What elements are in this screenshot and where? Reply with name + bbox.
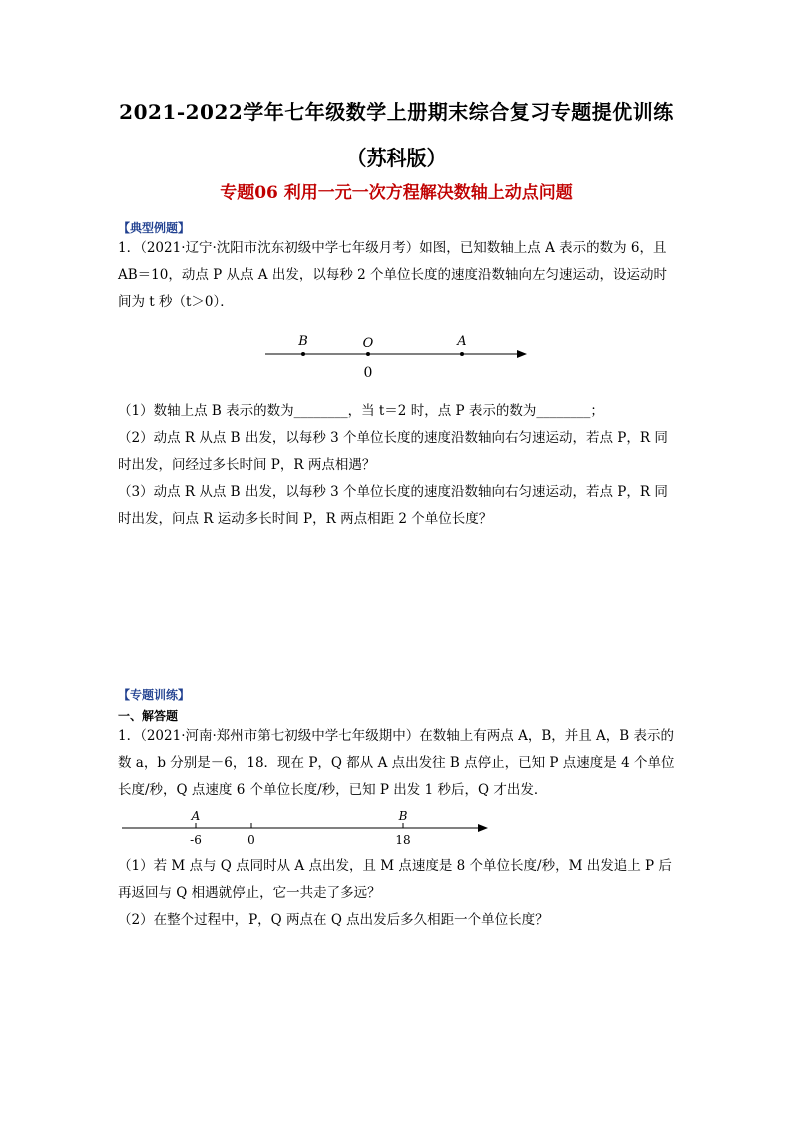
number-line-figure-1	[255, 328, 540, 380]
point-a-label: A	[191, 809, 201, 823]
example-section-label: 【典型例题】	[118, 221, 191, 235]
page-title: 2021-2022学年七年级数学上册期末综合复习专题提优训练	[119, 100, 674, 124]
page-subtitle: （苏科版）	[346, 146, 447, 170]
tick-label-18: 18	[395, 833, 411, 847]
training-line: 1．（2021·河南·郑州市第七初级中学七年级期中）在数轴上有两点 A，B，并且 A，B 表示的	[118, 728, 674, 744]
training-line: 数 a，b 分别是－6，18．现在 P，Q 都从 A 点出发往 B 点停止，已知 P 点速度是 4 个单位	[118, 755, 675, 771]
example-line: AB＝10，动点 P 从点 A 出发，以每秒 2 个单位长度的速度沿数轴向左匀速运动，设运动时	[118, 267, 668, 283]
point-o-dot	[366, 352, 370, 356]
point-a-dot	[460, 352, 464, 356]
question-line: （3）动点 R 从点 B 出发，以每秒 3 个单位长度的速度沿数轴向右匀速运动，若点 P，R 同	[118, 484, 668, 500]
question-line: （1）数轴上点 B 表示的数为________，当 t＝2 时，点 P 表示的数为________；	[118, 403, 604, 419]
point-a-label: A	[457, 334, 467, 349]
training-question-line: （2）在整个过程中，P，Q 两点在 Q 点出发后多久相距一个单位长度？	[118, 912, 549, 928]
question-line: 时出发，问经过多长时间 P，R 两点相遇？	[118, 457, 376, 473]
point-b-label: B	[398, 809, 408, 823]
point-b-dot	[301, 352, 305, 356]
topic-title: 专题06 利用一元一次方程解决数轴上动点问题	[220, 183, 573, 203]
training-line: 长度/秒，Q 点速度 6 个单位长度/秒，已知 P 出发 1 秒后，Q 才出发．	[118, 782, 548, 798]
question-line: （2）动点 R 从点 B 出发，以每秒 3 个单位长度的速度沿数轴向右匀速运动，若点 P，R 同	[118, 430, 668, 446]
zero-label: 0	[363, 365, 373, 380]
training-subheading: 一、解答题	[118, 709, 179, 723]
tick-label-neg6: -6	[190, 833, 202, 847]
point-o-label: O	[362, 336, 374, 351]
training-question-line: （1）若 M 点与 Q 点同时从 A 点出发，且 M 点速度是 8 个单位长度/秒，M 出发追上 P 后	[118, 858, 672, 874]
point-b-label: B	[298, 334, 308, 349]
training-section-label: 【专题训练】	[118, 688, 191, 702]
tick-label-0: 0	[247, 833, 255, 847]
number-line-figure-2	[118, 806, 498, 850]
axis-arrow	[478, 824, 488, 832]
example-line: 间为 t 秒（t＞0）．	[118, 294, 234, 310]
question-line: 时出发，问点 R 运动多长时间 P，R 两点相距 2 个单位长度？	[118, 511, 493, 527]
axis-arrow	[517, 350, 527, 358]
example-line: 1．（2021·辽宁·沈阳市沈东初级中学七年级月考）如图，已知数轴上点 A 表示的数为 6，且	[118, 240, 667, 256]
training-question-line: 再返回与 Q 相遇就停止，它一共走了多远？	[118, 885, 381, 901]
